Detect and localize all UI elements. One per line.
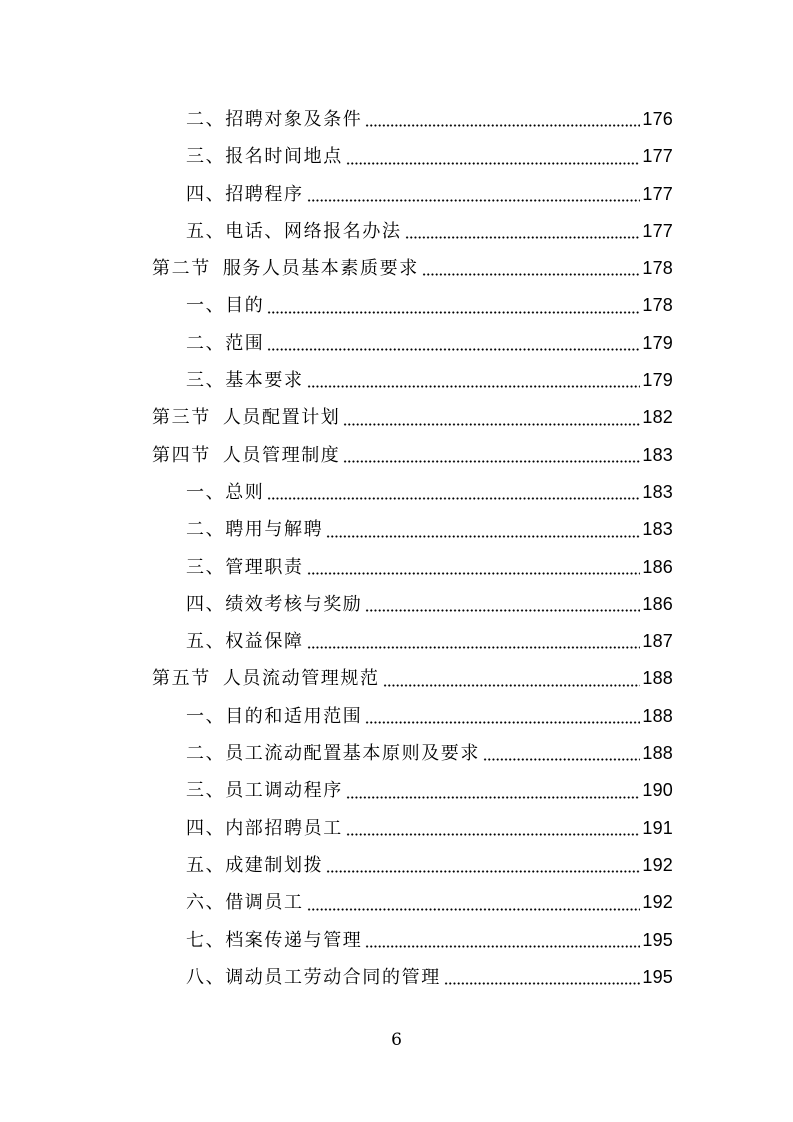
toc-entry-title: 二、招聘对象及条件 [186, 109, 363, 130]
toc-page-number: 177 [642, 220, 673, 241]
toc-entry-title: 四、招聘程序 [186, 183, 304, 205]
toc-entry-title: 二、聘用与解聘 [186, 519, 324, 541]
toc-entry-title: 二、员工流动配置基本原则及要求 [186, 743, 480, 765]
toc-entry-title: 三、报名时间地点 [186, 146, 343, 168]
toc-page-number: 183 [642, 519, 673, 540]
toc-entry-title: 一、总则 [186, 481, 265, 503]
toc-entry[interactable] [0, 287, 793, 324]
toc-entry-title: 五、权益保障 [186, 631, 304, 653]
toc-entry[interactable] [0, 772, 793, 809]
toc-section-number: 第二节 [152, 258, 211, 280]
toc-entry[interactable] [0, 586, 793, 623]
toc-entry-title: 五、成建制划拨 [186, 854, 324, 876]
toc-entry-title: 三、基本要求 [186, 370, 304, 392]
toc-entry-title: 五、电话、网络报名办法 [186, 220, 402, 242]
page-number: 6 [391, 1030, 402, 1050]
toc-page-number: 186 [642, 556, 673, 577]
toc-entry-title: 人员配置计划 [222, 407, 341, 429]
toc-entry[interactable] [0, 959, 793, 996]
toc-entry-title: 服务人员基本素质要求 [222, 258, 419, 280]
toc-section-entry[interactable] [0, 399, 793, 436]
dot-leader [326, 535, 640, 538]
dot-leader [422, 273, 641, 276]
dot-leader [307, 908, 641, 911]
toc-page-number: 177 [642, 183, 673, 204]
toc-entry-title: 人员流动管理规范 [222, 668, 380, 690]
toc-page-number: 179 [642, 370, 673, 391]
dot-leader [383, 684, 641, 687]
toc-entry-title: 三、管理职责 [186, 556, 304, 578]
dot-leader [346, 833, 641, 836]
dot-leader [444, 982, 641, 985]
dot-leader [346, 162, 641, 165]
dot-leader [307, 572, 641, 575]
toc-entry-title: 八、调动员工劳动合同的管理 [186, 966, 441, 988]
toc-page-number: 178 [642, 295, 673, 316]
toc-section-number: 第四节 [152, 444, 211, 466]
toc-entry[interactable] [0, 213, 793, 250]
toc-page-number: 179 [642, 332, 673, 353]
toc-entry[interactable] [0, 511, 793, 548]
toc-page-number: 178 [642, 258, 673, 279]
toc-entry-title: 六、借调员工 [186, 892, 304, 914]
toc-page-number: 191 [642, 817, 673, 838]
toc-entry[interactable] [0, 884, 793, 921]
toc-page-number: 188 [642, 705, 673, 726]
toc-page-number: 186 [642, 593, 673, 614]
dot-leader [307, 385, 641, 388]
toc-entry[interactable] [0, 623, 793, 660]
toc-entry[interactable] [0, 325, 793, 362]
dot-leader [307, 646, 641, 649]
toc-page-number: 195 [642, 929, 673, 950]
dot-leader [483, 758, 640, 761]
toc-section-entry[interactable] [0, 660, 793, 697]
toc-page-number: 187 [642, 631, 673, 652]
dot-leader [346, 796, 641, 799]
toc-page-number: 176 [642, 109, 673, 129]
toc-section-number: 第三节 [152, 407, 211, 429]
toc-section-number: 第五节 [152, 668, 211, 690]
toc-entry[interactable] [0, 847, 793, 884]
dot-leader [365, 721, 640, 724]
toc-page-number: 182 [642, 407, 673, 428]
toc-entry[interactable] [0, 176, 793, 213]
toc-entry[interactable] [0, 138, 793, 175]
toc-entry[interactable] [0, 735, 793, 772]
toc-section-entry[interactable] [0, 250, 793, 287]
toc-entry-title: 一、目的和适用范围 [186, 705, 363, 727]
toc-entry-title: 人员管理制度 [222, 444, 341, 466]
dot-leader [343, 460, 640, 463]
dot-leader [405, 236, 641, 239]
toc-entry-title: 四、内部招聘员工 [186, 817, 343, 839]
toc-entry-title: 四、绩效考核与奖励 [186, 593, 363, 615]
toc-page-number: 192 [642, 854, 673, 875]
toc-entry[interactable] [0, 810, 793, 847]
table-of-contents [0, 101, 793, 996]
toc-page-number: 183 [642, 444, 673, 465]
toc-page-number: 188 [642, 668, 673, 689]
toc-entry[interactable] [0, 922, 793, 959]
toc-entry[interactable] [0, 101, 793, 138]
toc-entry[interactable] [0, 698, 793, 735]
toc-entry[interactable] [0, 362, 793, 399]
dot-leader [267, 497, 640, 500]
dot-leader [307, 199, 641, 202]
toc-page-number: 190 [642, 780, 673, 801]
toc-entry[interactable] [0, 549, 793, 586]
toc-page-number: 192 [642, 892, 673, 913]
dot-leader [267, 348, 640, 351]
dot-leader [326, 870, 640, 873]
toc-entry-title: 七、档案传递与管理 [186, 929, 363, 951]
toc-entry-title: 三、员工调动程序 [186, 780, 343, 802]
dot-leader [365, 124, 640, 127]
toc-section-entry[interactable] [0, 437, 793, 474]
toc-page-number: 183 [642, 481, 673, 502]
toc-page-number: 177 [642, 146, 673, 167]
toc-page-number: 195 [642, 966, 673, 987]
dot-leader [365, 609, 640, 612]
dot-leader [267, 311, 640, 314]
toc-entry-title: 二、范围 [186, 332, 265, 354]
toc-entry-title: 一、目的 [186, 295, 265, 317]
dot-leader [343, 423, 640, 426]
dot-leader [365, 945, 640, 948]
toc-page-number: 188 [642, 743, 673, 764]
toc-entry[interactable] [0, 474, 793, 511]
